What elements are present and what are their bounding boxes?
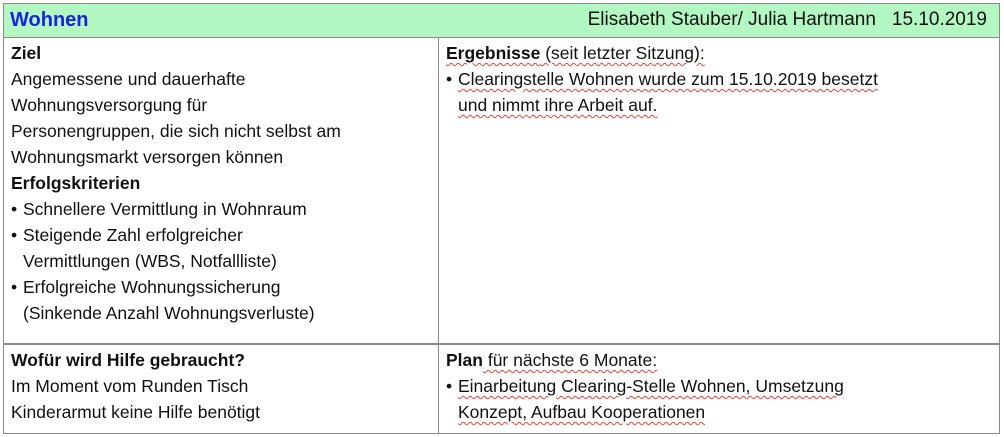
criteria-line: Erfolgreiche Wohnungssicherung [23, 277, 281, 297]
goal-line: Personengruppen, die sich nicht selbst am [11, 121, 341, 141]
help-cell [4, 345, 439, 433]
goal-line: Angemessene und dauerhafte [11, 69, 246, 89]
criteria-heading: Erfolgskriterien [11, 173, 141, 193]
criteria-line: Vermittlungen (WBS, Notfallliste) [23, 251, 277, 271]
criteria-item [11, 222, 431, 274]
plan-line: Konzept, Aufbau Kooperationen [458, 402, 706, 422]
results-item [446, 66, 992, 118]
plan-heading-line [446, 347, 992, 373]
results-heading: Ergebnisse [446, 43, 541, 63]
criteria-item [11, 274, 431, 326]
bullet-icon: • [446, 376, 453, 396]
document-table [3, 3, 1000, 434]
goal-line: Wohnungsversorgung für [11, 95, 208, 115]
header-bar [4, 4, 999, 38]
help-heading: Wofür wird Hilfe gebraucht? [11, 350, 245, 370]
results-heading-line [446, 40, 992, 66]
criteria-line: Steigende Zahl erfolgreicher [23, 225, 243, 245]
goal-line: Wohnungsmarkt versorgen können [11, 147, 284, 167]
responsible-persons: Elisabeth Stauber/ Julia Hartmann [587, 9, 876, 30]
criteria-line: Schnellere Vermittlung in Wohnraum [23, 199, 307, 219]
criteria-item [11, 196, 431, 222]
plan-heading: Plan [446, 350, 483, 370]
goal-cell [4, 38, 439, 345]
bullet-icon: • [11, 199, 18, 219]
bullet-icon: • [11, 225, 18, 245]
plan-cell [439, 345, 999, 433]
bullet-icon: • [446, 69, 453, 89]
help-line: Im Moment vom Runden Tisch [11, 376, 249, 396]
goal-heading: Ziel [11, 43, 42, 63]
content-grid [4, 38, 999, 433]
plan-item [446, 373, 992, 425]
bullet-icon: • [11, 277, 18, 297]
header-meta [588, 9, 987, 31]
results-heading-suffix: (seit letzter Sitzung): [540, 43, 705, 63]
criteria-line: (Sinkende Anzahl Wohnungsverluste) [23, 303, 315, 323]
results-cell [439, 38, 999, 345]
results-line: und nimmt ihre Arbeit auf. [458, 95, 658, 115]
page-title: Wohnen [10, 9, 89, 31]
results-line: Clearingstelle Wohnen wurde zum 15.10.2019 besetzt [458, 69, 878, 89]
meeting-date: 15.10.2019 [891, 9, 987, 30]
plan-line: Einarbeitung Clearing-Stelle Wohnen, Umsetzung [458, 376, 844, 396]
plan-heading-suffix: für nächste 6 Monate: [482, 350, 658, 370]
help-line: Kinderarmut keine Hilfe benötigt [11, 402, 261, 422]
